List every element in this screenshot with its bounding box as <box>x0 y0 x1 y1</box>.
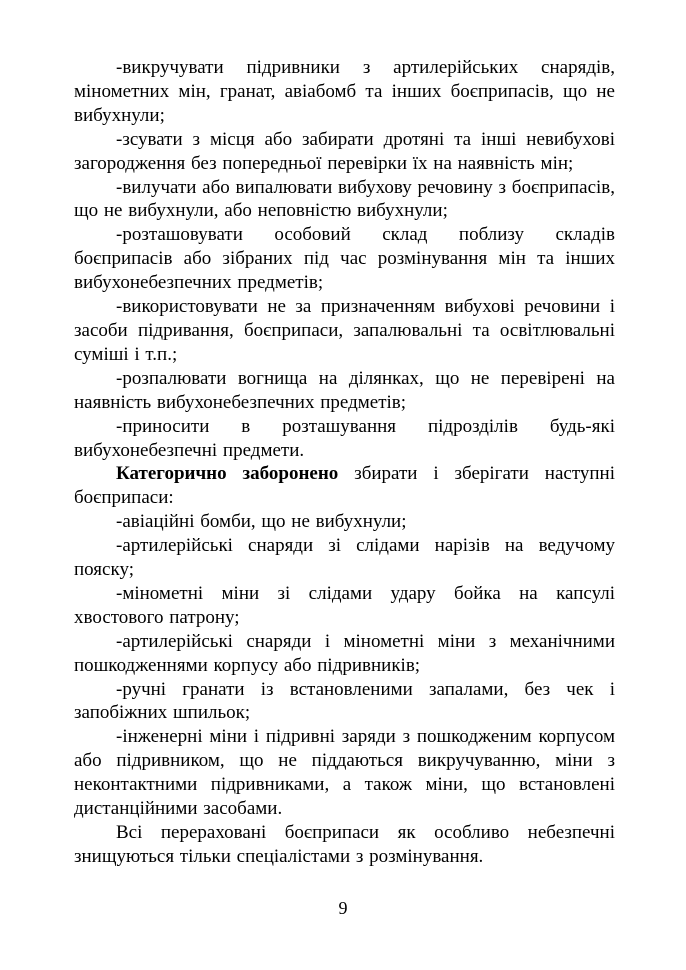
paragraph: -приносити в розташування підрозділів будь-які вибухонебезпечні предмети. <box>74 415 615 461</box>
paragraph: -розташовувати особовий склад поблизу складів боєприпасів або зібраних під час розмінування мін та інших вибухонебезпечних предметів; <box>74 224 615 294</box>
paragraph: -інженерні міни і підривні заряди з пошкодженим корпусом або підривником, що не піддаються викручуванню, міни з неконтактними підривниками, а також міни, що встановлені дистанційними засобами. <box>74 726 615 820</box>
paragraph-prohibited-heading: Категорично заборонено збирати і зберігати наступні боєприпаси: <box>74 463 615 509</box>
page-number: 9 <box>338 898 348 918</box>
page-body <box>74 56 615 869</box>
paragraph: -авіаційні бомби, що не вибухнули; <box>116 511 407 533</box>
paragraph: -артилерійські снаряди і мінометні міни з механічними пошкодженнями корпусу або підривників; <box>74 630 615 676</box>
paragraph: -вилучати або випалювати вибухову речовину з боєприпасів, що не вибухнули, або неповністю вибухнули; <box>74 176 615 222</box>
paragraph: -використовувати не за призначенням вибухові речовини і засоби підривання, боєприпаси, запалювальні та освітлювальні суміші і т.п.; <box>74 296 615 365</box>
paragraph: -мінометні міни зі слідами удару бойка на капсулі хвостового патрону; <box>74 582 615 628</box>
paragraph: -ручні гранати із встановленими запалами, без чек і запобіжних шпильок; <box>74 678 615 724</box>
paragraph: -розпалювати вогнища на ділянках, що не перевірені на наявність вибухонебезпечних предметів; <box>74 367 615 413</box>
paragraph: -викручувати підривники з артилерійських снарядів, мінометних мін, гранат, авіабомб та інших боєприпасів, що не вибухнули; <box>74 57 615 126</box>
emphasis-bold: Категорично заборонено <box>116 463 339 485</box>
paragraph: Всі перераховані боєприпаси як особливо небезпечні знищуються тільки спеціалістами з розмінування. <box>74 822 615 867</box>
paragraph: -зсувати з місця або забирати дротяні та інші невибухові загородження без попередньої перевірки їх на наявність мін; <box>74 128 615 174</box>
paragraph: -артилерійські снаряди зі слідами нарізів на ведучому пояску; <box>74 535 615 581</box>
